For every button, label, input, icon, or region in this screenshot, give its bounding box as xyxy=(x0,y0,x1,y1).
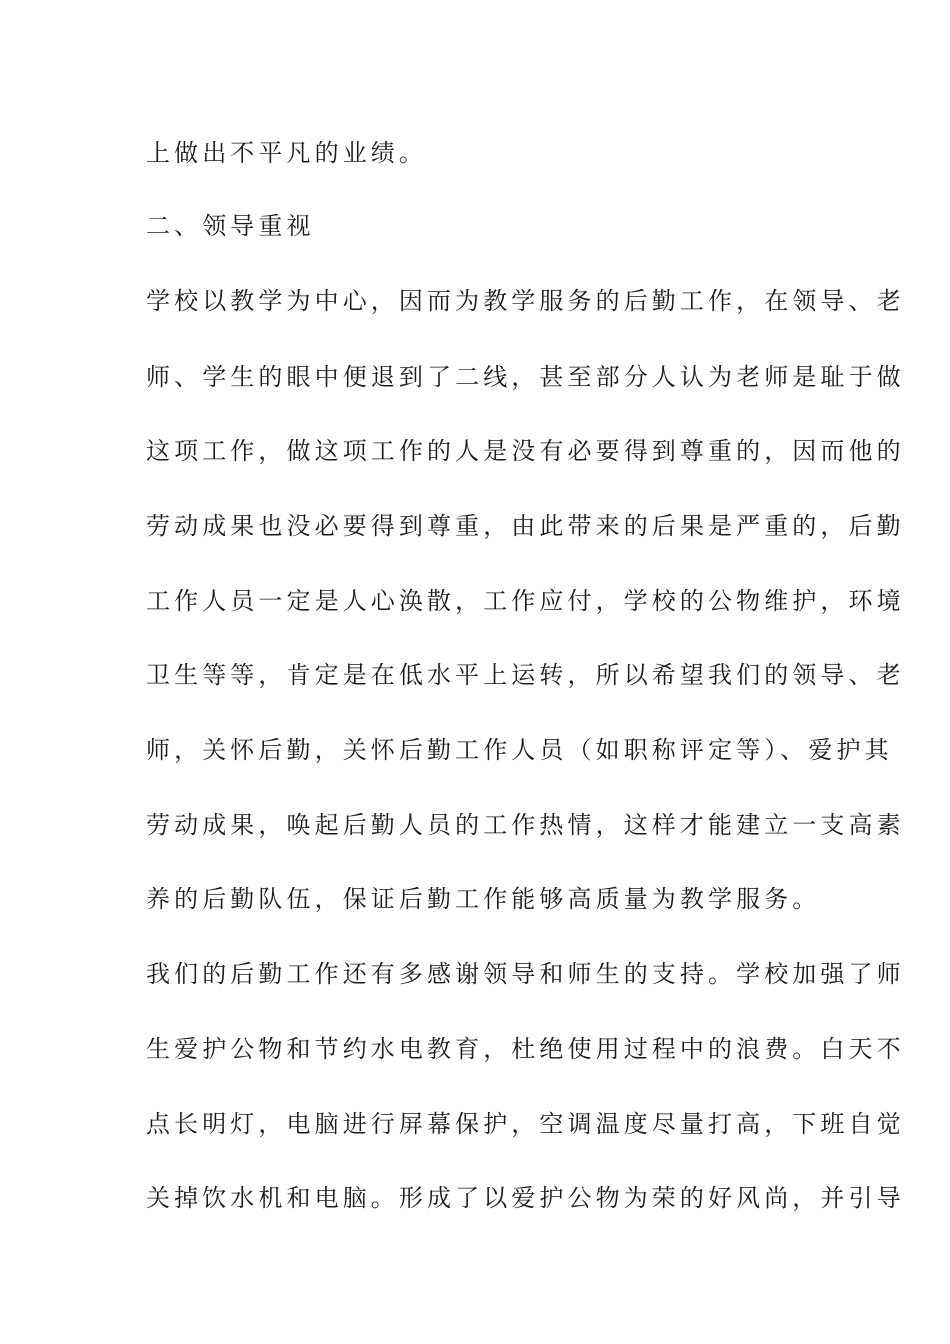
paragraph-line: 上做出不平凡的业绩。 xyxy=(146,139,427,167)
paragraph-line: 关掉饮水机和电脑。形成了以爱护公物为荣的好风尚，并引导 xyxy=(146,1184,905,1212)
paragraph-line: 学校以教学为中心，因而为教学服务的后勤工作，在领导、老 xyxy=(146,287,905,315)
paragraph-line: 点长明灯，电脑进行屏幕保护，空调温度尽量打高，下班自觉 xyxy=(146,1110,905,1138)
paragraph-line: 我们的后勤工作还有多感谢领导和师生的支持。学校加强了师 xyxy=(146,960,905,988)
paragraph-line: 生爱护公物和节约水电教育，杜绝使用过程中的浪费。白天不 xyxy=(146,1035,905,1063)
paragraph-line: 师、学生的眼中便退到了二线，甚至部分人认为老师是耻于做 xyxy=(146,363,905,391)
paragraph-line: 劳动成果也没必要得到尊重，由此带来的后果是严重的，后勤 xyxy=(146,512,905,540)
paragraph-line: 养的后勤队伍，保证后勤工作能够高质量为教学服务。 xyxy=(146,885,821,913)
paragraph-line: 卫生等等，肯定是在低水平上运转，所以希望我们的领导、老 xyxy=(146,661,905,689)
paragraph-line: 这项工作，做这项工作的人是没有必要得到尊重的，因而他的 xyxy=(146,437,905,465)
paragraph-line: 工作人员一定是人心涣散，工作应付，学校的公物维护，环境 xyxy=(146,587,905,615)
paragraph-line: 劳动成果，唤起后勤人员的工作热情，这样才能建立一支高素 xyxy=(146,811,905,839)
section-heading: 二、领导重视 xyxy=(146,212,315,240)
paragraph-line: 师，关怀后勤，关怀后勤工作人员（如职称评定等）、爱护其 xyxy=(146,736,893,764)
